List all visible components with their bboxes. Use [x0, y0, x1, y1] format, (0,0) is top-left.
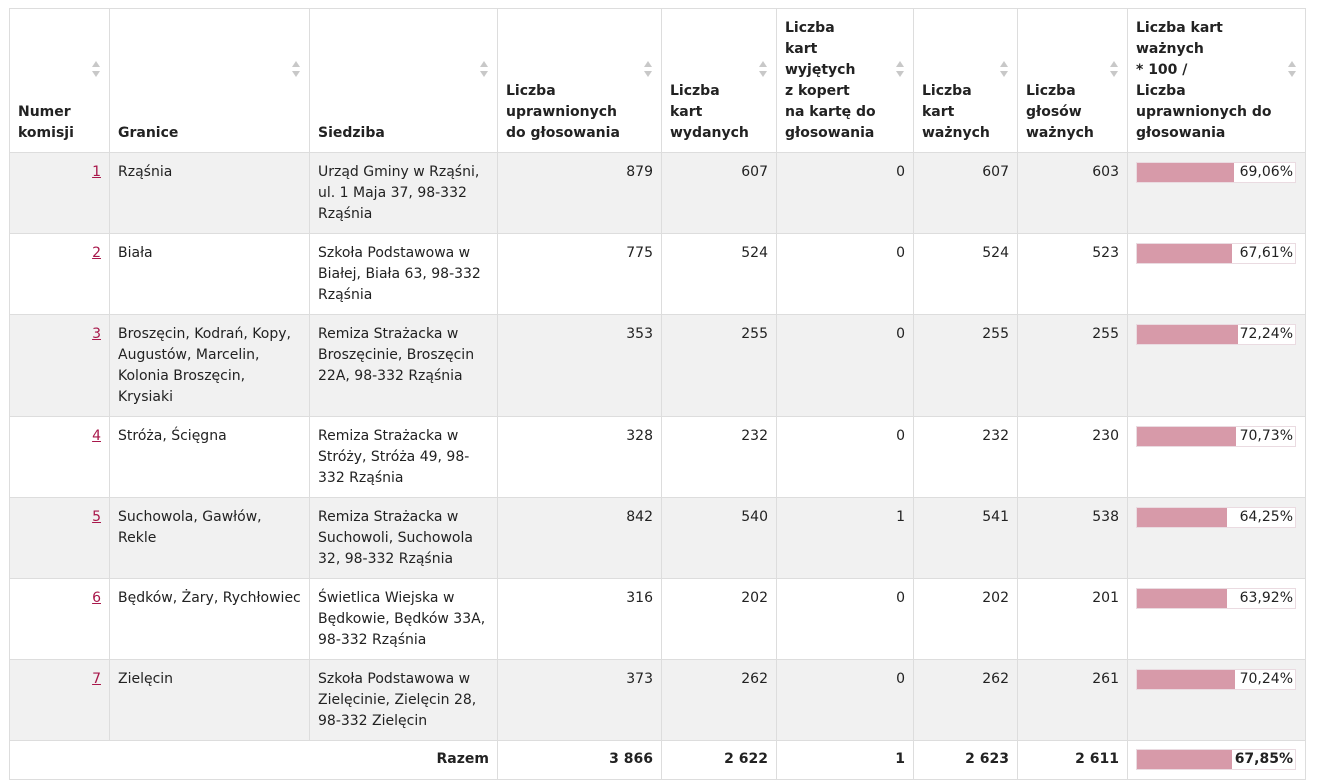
turnout-value: 69,06% [1239, 164, 1293, 180]
uprawnionych-cell: 328 [498, 417, 662, 498]
turnout-bar-fill [1137, 325, 1238, 344]
seat-cell: Remiza Strażacka w Suchowoli, Suchowola 32, 98-332 Rząśnia [310, 498, 498, 579]
commission-number-cell [10, 234, 110, 315]
turnout-bar [1136, 749, 1296, 770]
seat-cell: Remiza Strażacka w Stróży, Stróża 49, 98-332 Rząśnia [310, 417, 498, 498]
column-header-granice[interactable] [110, 9, 310, 153]
seat-cell: Szkoła Podstawowa w Białej, Biała 63, 98-332 Rząśnia [310, 234, 498, 315]
commission-number-cell [10, 315, 110, 417]
sort-arrows-icon[interactable] [999, 60, 1009, 78]
table-row [10, 579, 1306, 660]
seat-cell: Urząd Gminy w Rząśni, ul. 1 Maja 37, 98-332 Rząśnia [310, 153, 498, 234]
turnout-bar-fill [1137, 163, 1234, 182]
glosow-cell: 201 [1018, 579, 1128, 660]
column-header-label: Liczba kart ważnych * 100 / Liczba uprawnionych do głosowania [1136, 20, 1272, 141]
turnout-value: 72,24% [1239, 326, 1293, 342]
waznych-cell: 232 [914, 417, 1018, 498]
table-row [10, 315, 1306, 417]
column-header-waznych[interactable] [914, 9, 1018, 153]
table-row [10, 153, 1306, 234]
waznych-cell: 202 [914, 579, 1018, 660]
wyjetych-cell: 1 [777, 498, 914, 579]
column-header-label: Liczba kart ważnych [922, 83, 990, 141]
uprawnionych-cell: 879 [498, 153, 662, 234]
sort-arrows-icon[interactable] [291, 60, 301, 78]
turnout-bar-fill [1137, 589, 1227, 608]
turnout-bar [1136, 243, 1296, 264]
wyjetych-cell: 0 [777, 660, 914, 741]
total-wydanych-cell: 2 622 [662, 741, 777, 780]
turnout-bar [1136, 507, 1296, 528]
column-header-glosow[interactable] [1018, 9, 1128, 153]
seat-cell: Szkoła Podstawowa w Zielęcinie, Zielęcin 28, 98-332 Zielęcin [310, 660, 498, 741]
total-label: Razem [10, 741, 498, 780]
commission-number-cell [10, 417, 110, 498]
results-table-container [9, 8, 1305, 780]
turnout-value: 67,85% [1234, 751, 1293, 767]
boundaries-cell: Będków, Żary, Rychłowiec [110, 579, 310, 660]
wyjetych-cell: 0 [777, 417, 914, 498]
wyjetych-cell: 0 [777, 315, 914, 417]
glosow-cell: 255 [1018, 315, 1128, 417]
wydanych-cell: 524 [662, 234, 777, 315]
turnout-cell [1128, 498, 1306, 579]
turnout-value: 67,61% [1239, 245, 1293, 261]
column-header-wydanych[interactable] [662, 9, 777, 153]
commission-link[interactable]: 3 [92, 326, 101, 342]
wydanych-cell: 540 [662, 498, 777, 579]
commission-number-cell [10, 153, 110, 234]
commission-number-cell [10, 579, 110, 660]
sort-arrows-icon[interactable] [91, 60, 101, 78]
uprawnionych-cell: 316 [498, 579, 662, 660]
wydanych-cell: 232 [662, 417, 777, 498]
turnout-cell [1128, 417, 1306, 498]
sort-arrows-icon[interactable] [643, 60, 653, 78]
commission-number-cell [10, 498, 110, 579]
commission-link[interactable]: 2 [92, 245, 101, 261]
wydanych-cell: 607 [662, 153, 777, 234]
column-header-numer[interactable] [10, 9, 110, 153]
column-header-label: Liczba kart wydanych [670, 83, 749, 141]
boundaries-cell: Broszęcin, Kodrań, Kopy, Augustów, Marcelin, Kolonia Broszęcin, Krysiaki [110, 315, 310, 417]
table-row [10, 417, 1306, 498]
column-header-label: Liczba kart wyjętych z kopert na kartę do głosowania [785, 20, 876, 141]
glosow-cell: 603 [1018, 153, 1128, 234]
column-header-label: Numer komisji [18, 104, 74, 141]
turnout-bar [1136, 669, 1296, 690]
column-header-label: Siedziba [318, 125, 385, 141]
uprawnionych-cell: 842 [498, 498, 662, 579]
total-uprawnionych-cell: 3 866 [498, 741, 662, 780]
boundaries-cell: Suchowola, Gawłów, Rekle [110, 498, 310, 579]
turnout-cell [1128, 315, 1306, 417]
turnout-value: 64,25% [1239, 509, 1293, 525]
uprawnionych-cell: 775 [498, 234, 662, 315]
turnout-cell [1128, 660, 1306, 741]
sort-arrows-icon[interactable] [758, 60, 768, 78]
turnout-bar [1136, 324, 1296, 345]
turnout-value: 70,73% [1239, 428, 1293, 444]
commission-link[interactable]: 5 [92, 509, 101, 525]
total-turnout-cell [1128, 741, 1306, 780]
turnout-bar [1136, 162, 1296, 183]
waznych-cell: 541 [914, 498, 1018, 579]
wyjetych-cell: 0 [777, 579, 914, 660]
wyjetych-cell: 0 [777, 234, 914, 315]
glosow-cell: 538 [1018, 498, 1128, 579]
boundaries-cell: Rząśnia [110, 153, 310, 234]
turnout-value: 63,92% [1239, 590, 1293, 606]
uprawnionych-cell: 373 [498, 660, 662, 741]
waznych-cell: 607 [914, 153, 1018, 234]
total-row [10, 741, 1306, 780]
column-header-wyjetych[interactable] [777, 9, 914, 153]
column-header-siedziba[interactable] [310, 9, 498, 153]
commission-link[interactable]: 1 [92, 164, 101, 180]
turnout-bar-fill [1137, 508, 1227, 527]
table-row [10, 660, 1306, 741]
wydanych-cell: 262 [662, 660, 777, 741]
turnout-value: 70,24% [1239, 671, 1293, 687]
turnout-bar [1136, 588, 1296, 609]
waznych-cell: 524 [914, 234, 1018, 315]
waznych-cell: 262 [914, 660, 1018, 741]
boundaries-cell: Zielęcin [110, 660, 310, 741]
commission-link[interactable]: 6 [92, 590, 101, 606]
table-row [10, 498, 1306, 579]
sort-arrows-icon[interactable] [1109, 60, 1119, 78]
column-header-label: Liczba uprawnionych do głosowania [506, 83, 620, 141]
turnout-bar-fill [1137, 670, 1235, 689]
header-row [10, 9, 1306, 153]
glosow-cell: 261 [1018, 660, 1128, 741]
wydanych-cell: 255 [662, 315, 777, 417]
column-header-frekwencja[interactable] [1128, 9, 1306, 153]
total-glosow-cell: 2 611 [1018, 741, 1128, 780]
sort-arrows-icon[interactable] [895, 60, 905, 78]
uprawnionych-cell: 353 [498, 315, 662, 417]
table-body [10, 153, 1306, 780]
turnout-bar-fill [1137, 244, 1232, 263]
results-table [9, 8, 1306, 780]
boundaries-cell: Biała [110, 234, 310, 315]
boundaries-cell: Stróża, Ścięgna [110, 417, 310, 498]
wydanych-cell: 202 [662, 579, 777, 660]
commission-link[interactable]: 7 [92, 671, 101, 687]
sort-arrows-icon[interactable] [1287, 60, 1297, 78]
waznych-cell: 255 [914, 315, 1018, 417]
column-header-label: Liczba głosów ważnych [1026, 83, 1094, 141]
turnout-bar [1136, 426, 1296, 447]
column-header-label: Granice [118, 125, 179, 141]
column-header-uprawnionych[interactable] [498, 9, 662, 153]
glosow-cell: 230 [1018, 417, 1128, 498]
commission-link[interactable]: 4 [92, 428, 101, 444]
commission-number-cell [10, 660, 110, 741]
seat-cell: Remiza Strażacka w Broszęcinie, Broszęcin 22A, 98-332 Rząśnia [310, 315, 498, 417]
total-wyjetych-cell: 1 [777, 741, 914, 780]
sort-arrows-icon[interactable] [479, 60, 489, 78]
seat-cell: Świetlica Wiejska w Będkowie, Będków 33A, 98-332 Rząśnia [310, 579, 498, 660]
turnout-cell [1128, 579, 1306, 660]
turnout-bar-fill [1137, 427, 1236, 446]
table-row [10, 234, 1306, 315]
glosow-cell: 523 [1018, 234, 1128, 315]
total-waznych-cell: 2 623 [914, 741, 1018, 780]
turnout-cell [1128, 234, 1306, 315]
turnout-cell [1128, 153, 1306, 234]
wyjetych-cell: 0 [777, 153, 914, 234]
turnout-bar-fill [1137, 750, 1232, 769]
